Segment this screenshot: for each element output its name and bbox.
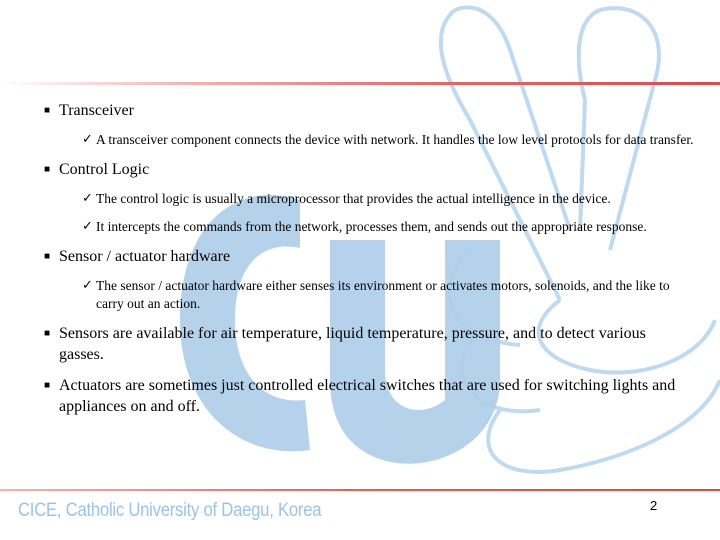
- footer-brand: CICE, Catholic University of Daegu, Korea: [18, 500, 322, 521]
- square-bullet-icon: ■: [44, 380, 51, 391]
- sub-bullet-text: A transceiver component connects the device with network. It handles the low level protocols for data transfer.: [96, 132, 694, 147]
- sub-bullet: [44, 190, 694, 208]
- sub-bullet: [44, 218, 694, 236]
- bullet-text: Control Logic: [59, 161, 150, 178]
- bullet-sensors: [44, 323, 694, 365]
- bullet-text: Actuators are sometimes just controlled electrical switches that are used for switching lights and appliances on and off.: [59, 377, 676, 415]
- sub-bullet-text: The control logic is usually a microprocessor that provides the actual intelligence in the device.: [96, 191, 611, 206]
- checkmark-icon: ✓: [82, 132, 93, 147]
- square-bullet-icon: ■: [44, 251, 51, 262]
- checkmark-icon: ✓: [82, 278, 93, 293]
- checkmark-icon: ✓: [82, 219, 93, 234]
- bullet-control-logic: [44, 159, 694, 180]
- slide-content: [44, 100, 694, 427]
- square-bullet-icon: ■: [44, 105, 51, 116]
- sub-bullet-text: It intercepts the commands from the network, processes them, and sends out the appropriate response.: [96, 219, 647, 234]
- page-number: 2: [650, 498, 658, 513]
- bullet-transceiver: [44, 100, 694, 121]
- sub-bullet: [44, 277, 694, 313]
- bullet-text: Sensors are available for air temperature, liquid temperature, pressure, and to detect various gasses.: [59, 325, 646, 363]
- square-bullet-icon: ■: [44, 164, 51, 175]
- bullet-sensor-actuator: [44, 246, 694, 267]
- bullet-actuators: [44, 375, 694, 417]
- header-divider-line: [0, 82, 720, 85]
- checkmark-icon: ✓: [82, 191, 93, 206]
- square-bullet-icon: ■: [44, 328, 51, 339]
- footer-divider-line: [0, 489, 720, 491]
- sub-bullet-text: The sensor / actuator hardware either senses its environment or activates motors, solenoids, and the like to carry out an action.: [96, 278, 670, 311]
- sub-bullet: [44, 131, 694, 149]
- bullet-text: Sensor / actuator hardware: [59, 248, 231, 265]
- bullet-text: Transceiver: [59, 102, 134, 119]
